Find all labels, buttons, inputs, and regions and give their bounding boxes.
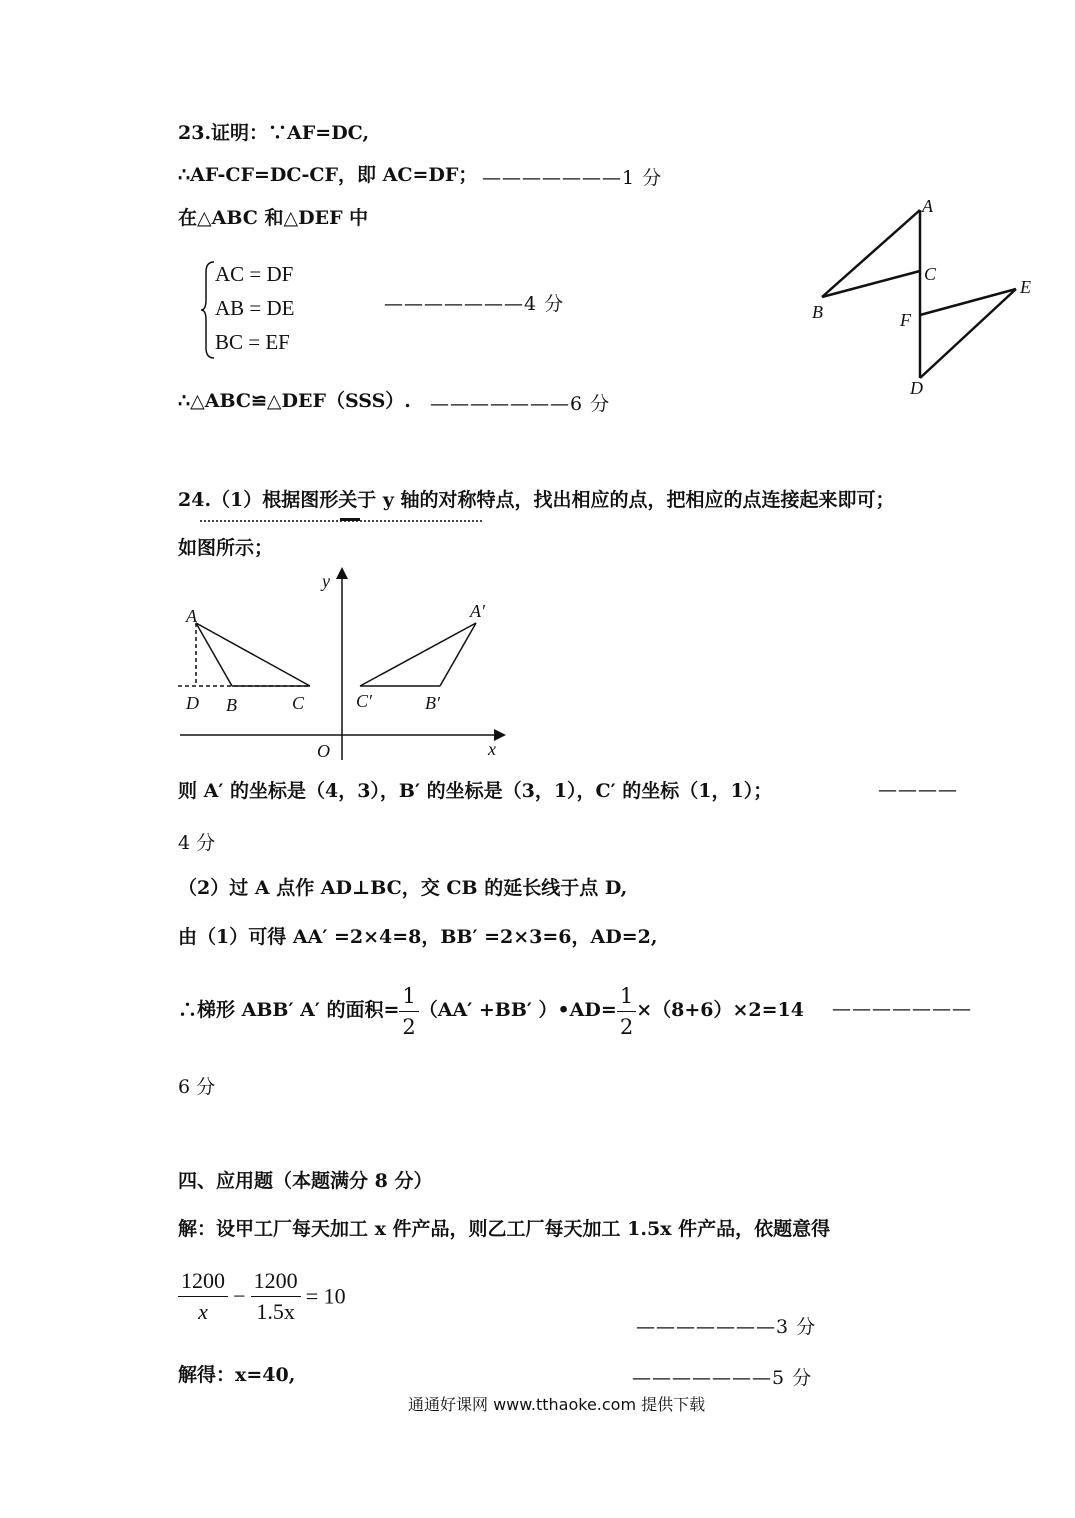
eq-d1: x [198, 1299, 208, 1324]
eq-n1: 1200 [178, 1266, 228, 1297]
label-b: B [226, 695, 237, 715]
q24-score4: 4 分 [178, 832, 216, 854]
frac-den: 2 [402, 1014, 416, 1039]
underline-mark [200, 520, 482, 522]
frac-num-2: 1 [617, 981, 636, 1012]
q24-coords: 则 A′ 的坐标是（4，3），B′ 的坐标是（3，1），C′ 的坐标（1，1）； [178, 780, 773, 802]
label-f: F [900, 310, 911, 330]
label-a: A [186, 606, 197, 626]
label-b-prime: B′ [425, 693, 440, 713]
label-x: x [488, 739, 496, 759]
eq-ac-df: AC = DF [215, 262, 294, 286]
section4-solved: 解得：x=40, [178, 1364, 296, 1386]
label-a-prime: A′ [470, 601, 485, 621]
label-c: C [924, 264, 937, 284]
q23-conclusion: ∴△ABC≌△DEF（SSS）. [178, 390, 411, 412]
q24-from1: 由（1）可得 AA′ =2×4=8，BB′ =2×3=6，AD=2, [178, 926, 658, 948]
eq-frac-1 [178, 1266, 228, 1327]
q23-score6: ———————6 分 [430, 393, 611, 415]
footer-watermark: 通通好课网 www.tthaoke.com 提供下载 [408, 1395, 706, 1414]
frac-num: 1 [399, 981, 418, 1012]
section4-solution: 解：设甲工厂每天加工 x 件产品，则乙工厂每天加工 1.5x 件产品，依题意得 [178, 1218, 831, 1240]
q24-area-line [178, 978, 804, 1042]
label-o: O [317, 741, 330, 761]
q24-coords-dash: ———— [878, 779, 958, 801]
fraction-half-2 [617, 981, 636, 1042]
eq-d2: 1.5x [256, 1299, 295, 1324]
q23-line1: 23.证明：∵AF=DC, [178, 122, 370, 144]
label-c: C [292, 693, 305, 713]
q24-score6: 6 分 [178, 1076, 216, 1098]
section4-equation [178, 1266, 346, 1327]
q23-equation-system [200, 258, 320, 362]
area-middle: （AA′ +BB′ ）•AD= [418, 999, 617, 1021]
eq-ab-de: AB = DE [215, 296, 295, 320]
q24-part1: 24.（1）根据图形关于 y 轴的对称特点，找出相应的点，把相应的点连接起来即可； [178, 489, 895, 511]
eq-minus: − [233, 1283, 246, 1309]
area-prefix: ∴梯形 ABB′ A′ 的面积= [178, 999, 400, 1021]
label-d: D [186, 693, 199, 713]
label-y: y [322, 571, 330, 591]
fraction-half-1 [399, 981, 418, 1042]
q24-part2: （2）过 A 点作 AD⊥BC，交 CB 的延长线于点 D, [178, 877, 628, 899]
section4-title: 四、应用题（本题满分 8 分） [178, 1170, 433, 1192]
label-e: E [1020, 277, 1031, 297]
section4-score3: ———————3 分 [636, 1316, 817, 1338]
q23-line2: ∴AF-CF=DC-CF，即 AC=DF； [178, 164, 478, 186]
q23-figure [800, 190, 1050, 405]
q24-area-dash: ——————— [832, 998, 972, 1020]
area-suffix: ×（8+6）×2=14 [636, 999, 804, 1021]
q24-figure [170, 565, 510, 765]
label-c-prime: C′ [356, 691, 372, 711]
q23-score1: ———————1 分 [482, 167, 663, 189]
line-ac [196, 623, 310, 686]
q23-score4: ———————4 分 [384, 293, 565, 315]
frac-den-2: 2 [619, 1014, 634, 1039]
label-a: A [922, 196, 933, 216]
eq-rhs: = 10 [305, 1283, 346, 1309]
q24-as-figure: 如图所示； [178, 537, 274, 559]
label-b: B [812, 302, 823, 322]
label-d: D [910, 378, 923, 398]
eq-n2: 1200 [251, 1266, 301, 1297]
section4-score5: ———————5 分 [632, 1367, 813, 1389]
eq-frac-2 [251, 1266, 301, 1327]
eq-bc-ef: BC = EF [215, 330, 290, 354]
q23-line3: 在△ABC 和△DEF 中 [178, 207, 369, 229]
